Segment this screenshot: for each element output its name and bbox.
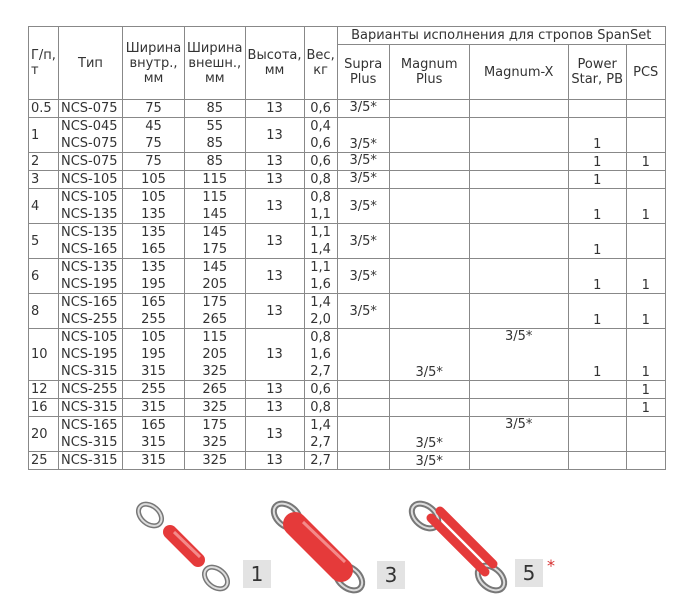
cell-supra-plus: 3/5*	[337, 118, 389, 153]
col-header-supra-plus: Supra Plus	[337, 45, 389, 100]
cell-pcs: 1	[626, 381, 665, 399]
cell-weight-line: 0,8	[310, 400, 331, 415]
sling-double-loop-icon	[405, 500, 515, 595]
cell-magnum-x	[469, 294, 568, 329]
cell-width-inner-line: 45	[145, 119, 162, 134]
cell-height: 13	[245, 399, 304, 417]
cell-width-inner-line: 135	[141, 207, 166, 222]
cell-width-outer-line: 265	[202, 312, 228, 327]
cell-magnum-plus	[389, 118, 469, 153]
cell-pcs	[626, 417, 665, 452]
cell-capacity: 8	[29, 294, 59, 329]
cell-width-inner-line: 315	[141, 400, 166, 415]
cell-weight	[304, 329, 337, 381]
spec-table-body	[29, 100, 666, 470]
cell-weight	[304, 224, 337, 259]
cell-height: 13	[245, 417, 304, 452]
cell-supra-plus: 3/5*	[337, 189, 389, 224]
cell-type	[59, 118, 123, 153]
cell-magnum-plus	[389, 259, 469, 294]
table-row	[29, 452, 666, 470]
cell-supra-plus: 3/5*	[337, 153, 389, 171]
cell-width-outer	[185, 171, 246, 189]
cell-pcs	[626, 100, 665, 118]
cell-width-inner-line: 165	[141, 295, 166, 310]
cell-width-inner-line: 255	[141, 312, 166, 327]
table-row	[29, 171, 666, 189]
cell-weight-line: 1,1	[310, 225, 331, 240]
cell-magnum-x	[469, 259, 568, 294]
legend-label-3: 3	[377, 561, 405, 589]
cell-width-inner-line: 75	[145, 101, 162, 116]
cell-magnum-plus: 3/5*	[389, 417, 469, 452]
cell-width-inner-line: 315	[141, 453, 166, 468]
cell-type-line: NCS-165	[61, 418, 118, 433]
cell-type	[59, 329, 123, 381]
cell-magnum-x	[469, 171, 568, 189]
cell-magnum-x: 3/5*	[469, 329, 568, 381]
cell-width-outer	[185, 224, 246, 259]
col-header-width-inner: Ширина внутр., мм	[123, 27, 185, 100]
header-row-top	[29, 27, 666, 45]
cell-width-outer-line: 175	[202, 242, 228, 257]
cell-magnum-x	[469, 452, 568, 470]
table-row	[29, 329, 666, 381]
col-header-type: Тип	[59, 27, 123, 100]
cell-width-outer	[185, 329, 246, 381]
cell-type-line: NCS-315	[61, 400, 118, 415]
cell-capacity: 5	[29, 224, 59, 259]
cell-weight	[304, 171, 337, 189]
cell-width-outer-line: 205	[202, 347, 228, 362]
cell-width-outer-line: 85	[206, 154, 224, 169]
cell-supra-plus	[337, 399, 389, 417]
cell-weight	[304, 417, 337, 452]
cell-width-inner-line: 75	[145, 136, 162, 151]
cell-power-star: 1	[568, 329, 626, 381]
cell-magnum-plus	[389, 189, 469, 224]
cell-height: 13	[245, 189, 304, 224]
cell-weight	[304, 381, 337, 399]
cell-width-outer-line: 175	[202, 418, 228, 433]
table-row	[29, 224, 666, 259]
cell-magnum-plus	[389, 153, 469, 171]
cell-pcs: 1	[626, 399, 665, 417]
cell-weight	[304, 399, 337, 417]
cell-power-star: 1	[568, 259, 626, 294]
cell-pcs	[626, 118, 665, 153]
table-row	[29, 399, 666, 417]
col-header-pcs: PCS	[626, 45, 665, 100]
cell-power-star: 1	[568, 171, 626, 189]
cell-type	[59, 452, 123, 470]
cell-magnum-x	[469, 399, 568, 417]
cell-width-outer-line: 265	[202, 382, 228, 397]
cell-type-line: NCS-135	[61, 260, 118, 275]
cell-pcs	[626, 224, 665, 259]
cell-capacity: 10	[29, 329, 59, 381]
cell-type-line: NCS-075	[61, 136, 118, 151]
cell-type-line: NCS-105	[61, 190, 118, 205]
cell-type-line: NCS-315	[61, 364, 118, 379]
cell-width-outer	[185, 189, 246, 224]
legend-label-1: 1	[243, 560, 271, 588]
cell-width-outer	[185, 294, 246, 329]
cell-weight	[304, 189, 337, 224]
cell-weight-line: 1,4	[310, 418, 331, 433]
cell-power-star: 1	[568, 153, 626, 171]
cell-weight-line: 0,6	[310, 382, 331, 397]
cell-pcs: 1	[626, 153, 665, 171]
cell-width-outer-line: 325	[202, 400, 228, 415]
cell-width-outer-line: 115	[202, 172, 228, 187]
sling-flat-loop-icon	[265, 500, 375, 595]
cell-type-line: NCS-315	[61, 453, 118, 468]
table-row	[29, 118, 666, 153]
cell-width-inner-line: 195	[141, 277, 166, 292]
cell-height: 13	[245, 171, 304, 189]
cell-weight-line: 0,8	[310, 190, 331, 205]
cell-power-star	[568, 100, 626, 118]
cell-weight-line: 0,8	[310, 330, 331, 345]
col-header-variants-group: Варианты исполнения для стропов SpanSet	[337, 27, 665, 45]
cell-type-line: NCS-105	[61, 330, 118, 345]
cell-weight-line: 1,1	[310, 207, 331, 222]
cell-type	[59, 189, 123, 224]
cell-magnum-plus	[389, 171, 469, 189]
cell-width-outer-line: 325	[202, 435, 228, 450]
cell-type-line: NCS-075	[61, 101, 118, 116]
cell-weight-line: 1,1	[310, 260, 331, 275]
cell-width-inner	[123, 452, 185, 470]
cell-weight	[304, 118, 337, 153]
cell-type	[59, 259, 123, 294]
cell-type-line: NCS-195	[61, 347, 118, 362]
cell-weight-line: 2,0	[310, 312, 331, 327]
cell-width-inner	[123, 417, 185, 452]
cell-width-inner-line: 105	[141, 190, 166, 205]
cell-type	[59, 100, 123, 118]
cell-weight	[304, 452, 337, 470]
cell-height: 13	[245, 100, 304, 118]
cell-capacity: 25	[29, 452, 59, 470]
legend-item-3	[265, 500, 425, 595]
cell-width-inner	[123, 294, 185, 329]
cell-magnum-plus	[389, 294, 469, 329]
cell-capacity: 1	[29, 118, 59, 153]
cell-weight-line: 0,6	[310, 154, 331, 169]
table-row	[29, 381, 666, 399]
cell-width-outer	[185, 417, 246, 452]
cell-pcs: 1	[626, 329, 665, 381]
cell-weight-line: 2,7	[310, 364, 331, 379]
col-header-capacity: Г/п, т	[29, 27, 59, 100]
cell-type-line: NCS-315	[61, 435, 118, 450]
cell-pcs: 1	[626, 259, 665, 294]
cell-magnum-x	[469, 381, 568, 399]
cell-height: 13	[245, 381, 304, 399]
legend-label-5: 5	[515, 559, 543, 587]
table-row	[29, 189, 666, 224]
cell-capacity: 3	[29, 171, 59, 189]
table-row	[29, 294, 666, 329]
col-header-magnum-plus: Magnum Plus	[389, 45, 469, 100]
cell-capacity: 2	[29, 153, 59, 171]
cell-width-inner-line: 255	[141, 382, 166, 397]
cell-capacity: 6	[29, 259, 59, 294]
cell-magnum-x	[469, 189, 568, 224]
cell-height: 13	[245, 259, 304, 294]
cell-height: 13	[245, 224, 304, 259]
cell-pcs: 1	[626, 294, 665, 329]
cell-weight-line: 1,4	[310, 295, 331, 310]
cell-power-star	[568, 452, 626, 470]
cell-weight	[304, 100, 337, 118]
cell-power-star: 1	[568, 294, 626, 329]
cell-pcs: 1	[626, 189, 665, 224]
cell-width-inner-line: 195	[141, 347, 166, 362]
cell-width-outer	[185, 100, 246, 118]
cell-magnum-x	[469, 153, 568, 171]
cell-magnum-x: 3/5*	[469, 417, 568, 452]
cell-weight-line: 1,4	[310, 242, 331, 257]
cell-power-star: 1	[568, 189, 626, 224]
cell-width-inner	[123, 259, 185, 294]
cell-width-outer-line: 85	[206, 136, 224, 151]
cell-width-inner	[123, 189, 185, 224]
cell-width-outer-line: 55	[206, 119, 224, 134]
cell-width-outer	[185, 452, 246, 470]
cell-magnum-plus: 3/5*	[389, 329, 469, 381]
cell-weight-line: 1,6	[310, 277, 331, 292]
cell-weight	[304, 294, 337, 329]
cell-width-inner	[123, 381, 185, 399]
cell-width-inner	[123, 224, 185, 259]
cell-width-inner	[123, 100, 185, 118]
cell-magnum-plus: 3/5*	[389, 452, 469, 470]
table-row	[29, 100, 666, 118]
cell-magnum-plus	[389, 224, 469, 259]
cell-capacity: 4	[29, 189, 59, 224]
cell-supra-plus: 3/5*	[337, 259, 389, 294]
cell-width-outer-line: 85	[206, 101, 224, 116]
cell-type-line: NCS-075	[61, 154, 118, 169]
cell-magnum-plus	[389, 100, 469, 118]
cell-type	[59, 153, 123, 171]
cell-height: 13	[245, 118, 304, 153]
cell-power-star: 1	[568, 118, 626, 153]
cell-weight-line: 1,6	[310, 347, 331, 362]
cell-width-outer	[185, 399, 246, 417]
cell-width-inner-line: 315	[141, 435, 166, 450]
cell-type	[59, 294, 123, 329]
legend-item-5	[405, 500, 565, 595]
sling-eye-loop-icon	[130, 500, 240, 595]
cell-magnum-x	[469, 118, 568, 153]
cell-width-inner-line: 135	[141, 260, 166, 275]
cell-supra-plus: 3/5*	[337, 294, 389, 329]
cell-weight-line: 0,6	[310, 101, 331, 116]
cell-capacity: 0.5	[29, 100, 59, 118]
cell-width-inner-line: 105	[141, 330, 166, 345]
cell-width-inner-line: 105	[141, 172, 166, 187]
cell-type-line: NCS-255	[61, 382, 118, 397]
spec-table	[28, 26, 666, 470]
col-header-power-star: Power Star, PB	[568, 45, 626, 100]
cell-supra-plus	[337, 381, 389, 399]
cell-width-outer-line: 205	[202, 277, 228, 292]
cell-height: 13	[245, 329, 304, 381]
cell-supra-plus	[337, 329, 389, 381]
cell-power-star	[568, 417, 626, 452]
cell-width-inner	[123, 153, 185, 171]
cell-width-outer-line: 325	[202, 453, 228, 468]
cell-width-outer-line: 115	[202, 330, 228, 345]
cell-type-line: NCS-165	[61, 242, 118, 257]
cell-weight	[304, 153, 337, 171]
cell-supra-plus	[337, 417, 389, 452]
cell-width-outer-line: 325	[202, 364, 228, 379]
cell-type-line: NCS-165	[61, 295, 118, 310]
cell-capacity: 20	[29, 417, 59, 452]
cell-weight-line: 0,4	[310, 119, 331, 134]
cell-width-outer-line: 175	[202, 295, 228, 310]
cell-supra-plus: 3/5*	[337, 100, 389, 118]
cell-type	[59, 417, 123, 452]
cell-supra-plus: 3/5*	[337, 224, 389, 259]
col-header-width-outer: Ширина внешн., мм	[185, 27, 246, 100]
cell-pcs	[626, 452, 665, 470]
cell-width-inner-line: 315	[141, 364, 166, 379]
cell-magnum-plus	[389, 399, 469, 417]
cell-width-inner	[123, 329, 185, 381]
cell-height: 13	[245, 294, 304, 329]
cell-power-star: 1	[568, 224, 626, 259]
cell-type-line: NCS-255	[61, 312, 118, 327]
cell-width-outer	[185, 381, 246, 399]
cell-weight	[304, 259, 337, 294]
cell-magnum-x	[469, 100, 568, 118]
cell-height: 13	[245, 153, 304, 171]
cell-width-outer-line: 145	[202, 207, 228, 222]
legend-note-asterisk: *	[547, 556, 555, 575]
cell-power-star	[568, 381, 626, 399]
cell-width-inner	[123, 171, 185, 189]
cell-pcs	[626, 171, 665, 189]
col-header-weight: Вес, кг	[304, 27, 337, 100]
col-header-magnum-x: Magnum-X	[469, 45, 568, 100]
cell-supra-plus: 3/5*	[337, 171, 389, 189]
cell-width-inner-line: 75	[145, 154, 162, 169]
cell-width-inner	[123, 399, 185, 417]
cell-magnum-x	[469, 224, 568, 259]
cell-height: 13	[245, 452, 304, 470]
table-row	[29, 417, 666, 452]
cell-weight-line: 2,7	[310, 435, 331, 450]
col-header-height: Высота, мм	[245, 27, 304, 100]
cell-type-line: NCS-135	[61, 207, 118, 222]
cell-width-outer-line: 145	[202, 225, 228, 240]
cell-width-outer-line: 115	[202, 190, 228, 205]
cell-type-line: NCS-105	[61, 172, 118, 187]
cell-weight-line: 0,8	[310, 172, 331, 187]
cell-type-line: NCS-045	[61, 119, 118, 134]
cell-type	[59, 399, 123, 417]
cell-width-outer	[185, 259, 246, 294]
cell-width-inner	[123, 118, 185, 153]
cell-type-line: NCS-135	[61, 225, 118, 240]
cell-capacity: 12	[29, 381, 59, 399]
cell-width-outer	[185, 153, 246, 171]
table-row	[29, 259, 666, 294]
table-row	[29, 153, 666, 171]
cell-type	[59, 381, 123, 399]
cell-supra-plus	[337, 452, 389, 470]
cell-width-outer-line: 145	[202, 260, 228, 275]
cell-type	[59, 224, 123, 259]
cell-capacity: 16	[29, 399, 59, 417]
cell-width-inner-line: 165	[141, 242, 166, 257]
cell-width-inner-line: 165	[141, 418, 166, 433]
cell-type	[59, 171, 123, 189]
cell-width-inner-line: 135	[141, 225, 166, 240]
cell-weight-line: 0,6	[310, 136, 331, 151]
cell-type-line: NCS-195	[61, 277, 118, 292]
cell-width-outer	[185, 118, 246, 153]
cell-power-star	[568, 399, 626, 417]
cell-weight-line: 2,7	[310, 453, 331, 468]
cell-magnum-plus	[389, 381, 469, 399]
